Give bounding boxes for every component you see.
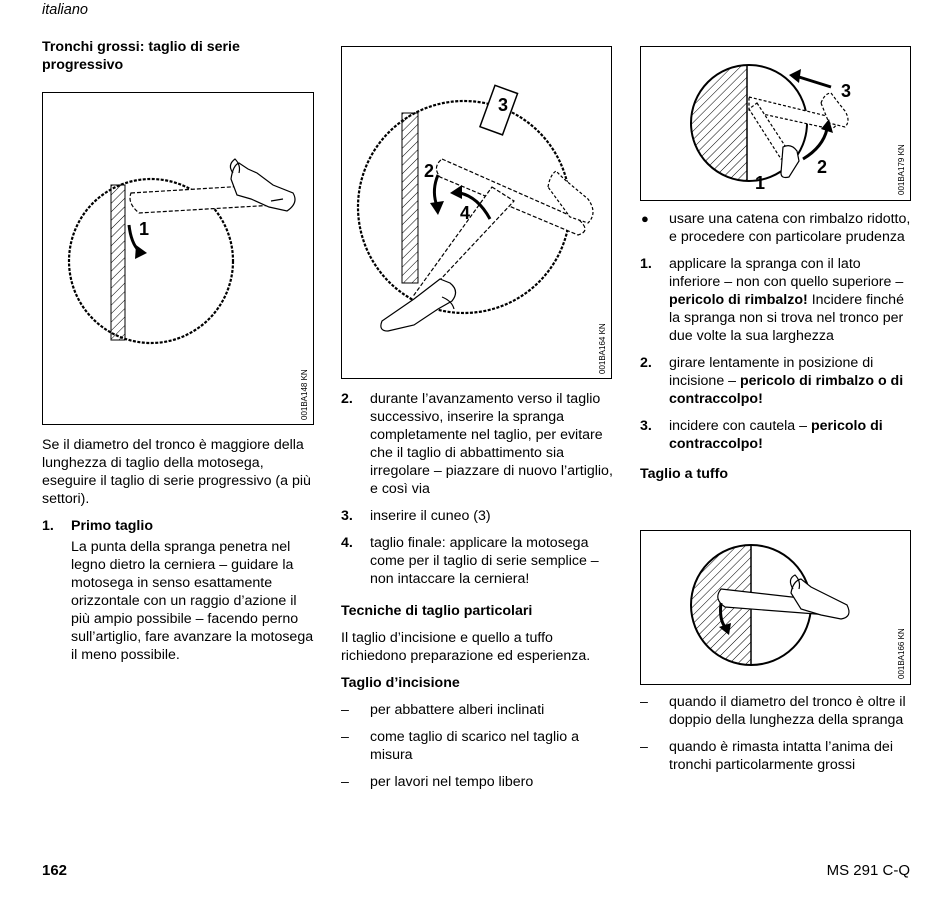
- dash-marker: –: [640, 694, 648, 710]
- figure-code: 001BA148 KN: [300, 369, 309, 420]
- bullet-item: [640, 210, 912, 246]
- figure-label-4: 4: [460, 203, 471, 223]
- step-text-plain: Incidere finché la spranga non si trova nel tronco per due volte la sua larghezza: [669, 292, 904, 344]
- bullet-icon: ●: [641, 211, 649, 226]
- figure-label-2: 2: [817, 157, 828, 177]
- intro-paragraph: Se il diametro del tronco è maggiore della lunghezza di taglio della motosega, eseguire il taglio di serie progressivo (a più settori).: [42, 437, 311, 507]
- bullet-text: usare una catena con rimbalzo ridotto, e procedere con particolare prudenza: [669, 211, 911, 245]
- section-title-incision: Taglio d’incisione: [341, 675, 460, 691]
- step-text: inserire il cuneo (3): [370, 508, 491, 524]
- step-text: [669, 417, 912, 453]
- step-1: [42, 517, 314, 664]
- step-text: durante l’avanzamento verso il taglio successivo, inserire la spranga completamente nel taglio, per evitare che il taglio di abbattimento sia irregolare – piazzare di nuovo l’artiglio, e così via: [370, 391, 613, 497]
- dash-marker: –: [341, 702, 349, 718]
- column-1: [42, 38, 314, 83]
- dash-marker: –: [341, 774, 349, 790]
- step-text-plain: incidere con cautela –: [669, 418, 811, 434]
- incision-item: [341, 701, 613, 719]
- step-number: 3.: [640, 418, 652, 434]
- figure-progressive-sequence: [341, 46, 612, 379]
- incision-item: [341, 773, 613, 791]
- figure-plunge-cut: [640, 530, 911, 685]
- step-text: [669, 354, 912, 408]
- incision-step-1: [640, 255, 912, 345]
- figure-label-1: 1: [755, 173, 766, 193]
- figure-label-3: 3: [841, 81, 852, 101]
- figure-progressive-first-cut: [42, 92, 314, 425]
- incision-item: [341, 728, 613, 764]
- plunge-item: [640, 738, 912, 774]
- list-item-text: per abbattere alberi inclinati: [370, 702, 545, 718]
- dash-marker: –: [640, 739, 648, 755]
- document-language: italiano: [42, 2, 88, 18]
- figure-code: 001BA179 KN: [897, 144, 906, 195]
- column-2-text: [341, 390, 613, 800]
- step-number: 4.: [341, 535, 353, 551]
- figure-label-2: 2: [424, 161, 435, 181]
- step-title: Primo taglio: [71, 518, 153, 534]
- figure-code: 001BA166 KN: [897, 628, 906, 679]
- step-text-plain: girare lentamente in posizione di incisione –: [669, 355, 874, 389]
- column-1-text: [42, 436, 314, 673]
- step-warning: pericolo di rimbalzo o di contraccolpo!: [669, 373, 904, 407]
- figure-label-1: 1: [139, 219, 150, 239]
- step-2: [341, 390, 613, 498]
- step-warning: pericolo di rimbalzo!: [669, 292, 808, 308]
- list-item-text: per lavori nel tempo libero: [370, 774, 534, 790]
- figure-incision-cut: [640, 46, 911, 201]
- step-3: [341, 507, 613, 525]
- incision-step-3: [640, 417, 912, 453]
- page-number: 162: [42, 862, 68, 879]
- column-3-plunge-text: [640, 693, 912, 783]
- section-title-plunge-cut: Taglio a tuffo: [640, 466, 728, 482]
- step-text: La punta della spranga penetra nel legno dietro la cerniera – guidare la motosega in senso esattamente orizzontale con un raggio d’azione il più ampio possibile – facendo perno sull’artiglio, fare avanzare la motosega il meno possibile.: [71, 539, 314, 663]
- step-number: 1.: [640, 256, 652, 272]
- step-text-plain: applicare la spranga con il lato inferiore – non con quello superiore –: [669, 256, 904, 290]
- list-item-text: come taglio di scarico nel taglio a misura: [370, 729, 579, 763]
- figure-code: 001BA164 KN: [598, 323, 607, 374]
- dash-marker: –: [341, 729, 349, 745]
- step-text: taglio finale: applicare la motosega come per il taglio di serie semplice – non intaccare la cerniera!: [370, 535, 599, 587]
- step-number: 3.: [341, 508, 353, 524]
- step-number: 2.: [341, 391, 353, 407]
- special-techniques-text: Il taglio d’incisione e quello a tuffo richiedono preparazione ed esperienza.: [341, 630, 591, 664]
- model-name: MS 291 C-Q: [826, 862, 910, 879]
- section-title-progressive-cut: Tronchi grossi: taglio di serie progressivo: [42, 39, 240, 73]
- section-title-special-techniques: Tecniche di taglio particolari: [341, 603, 533, 619]
- step-text: [669, 255, 912, 345]
- step-number: 2.: [640, 355, 652, 371]
- step-4: [341, 534, 613, 588]
- plunge-item: [640, 693, 912, 729]
- list-item-text: quando è rimasta intatta l’anima dei tronchi particolarmente grossi: [669, 739, 893, 773]
- column-3-text: [640, 210, 912, 492]
- incision-step-2: [640, 354, 912, 408]
- figure-label-3: 3: [498, 95, 509, 115]
- step-warning: pericolo di contraccolpo!: [669, 418, 883, 452]
- step-number: 1.: [42, 518, 54, 534]
- list-item-text: quando il diametro del tronco è oltre il doppio della lunghezza della spranga: [669, 694, 906, 728]
